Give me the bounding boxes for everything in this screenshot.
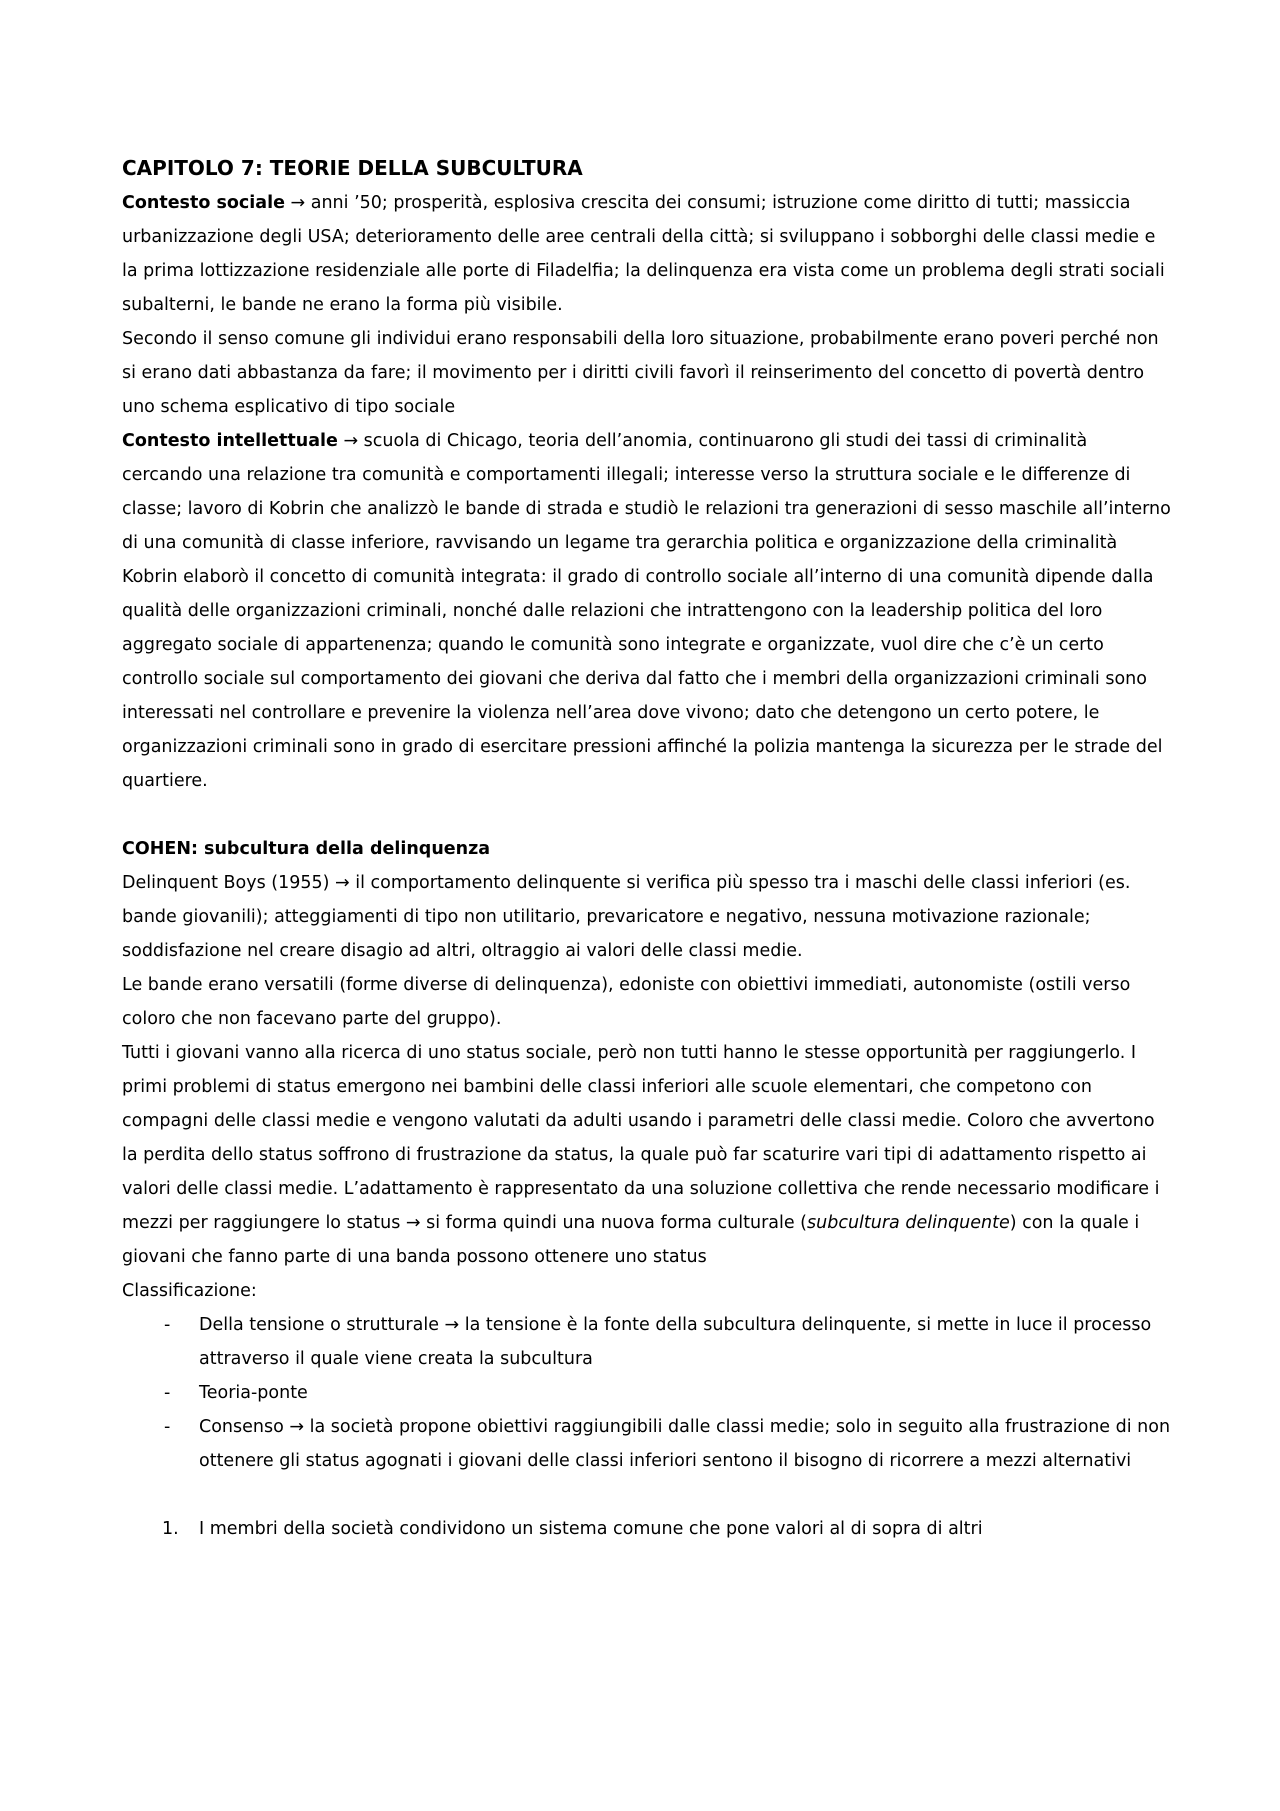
status-text-after: ) con la quale i giovani che fanno parte di una banda possono ottenere uno status <box>122 1213 1140 1267</box>
status-text-italic: subcultura delinquente <box>807 1213 1010 1233</box>
paragraph-kobrin: Kobrin elaborò il concetto di comunità integrata: il grado di controllo sociale all’interno di una comunità dipende dalla qualità delle organizzazioni criminali, nonché dalle relazioni che intrattengono con la leadership politica del loro aggregato sociale di appartenenza; quando le comunità sono integrate e organizzate, vuol dire che c’è un certo controllo sociale sul comportamento dei giovani che deriva dal fatto che i membri della organizzazioni criminali sono interessati nel controllare e prevenire la violenza nell’area dove vivono; dato che detengono un certo potere, le organizzazioni criminali sono in grado di esercitare pressioni affinché la polizia mantenga la sicurezza per le strade del quartiere. <box>122 567 1163 791</box>
status-text-before: Tutti i giovani vanno alla ricerca di uno status sociale, però non tutti hanno le stesse opportunità per raggiungerlo. I primi problemi di status emergono nei bambini delle classi inferiori alle scuole elementari, che competono con compagni delle classi medie e vengono valutati da adulti usando i parametri delle classi medie. Coloro che avvertono la perdita dello status soffrono di frustrazione da status, la quale può far scaturire vari tipi di adattamento rispetto ai valori delle classi medie. L’adattamento è rappresentato da una soluzione collettiva che rende necessario modificare i mezzi per raggiungere lo status → si forma quindi una nuova forma culturale ( <box>122 1043 1160 1233</box>
number-marker: 1. <box>162 1519 179 1539</box>
dash-marker: - <box>164 1383 171 1403</box>
list-item <box>122 1308 1172 1376</box>
paragraph-social-context <box>122 186 1172 322</box>
list-item <box>122 1512 1172 1546</box>
paragraph-status <box>122 1036 1172 1274</box>
dash-marker: - <box>164 1315 171 1335</box>
list-item-text: Teoria-ponte <box>199 1383 308 1403</box>
spacer <box>122 1478 1172 1512</box>
document-page <box>122 150 1172 1546</box>
paragraph-gangs: Le bande erano versatili (forme diverse di delinquenza), edoniste con obiettivi immediati, autonomiste (ostili verso coloro che non facevano parte del gruppo). <box>122 975 1131 1029</box>
paragraph-delinquent-boys: Delinquent Boys (1955) → il comportamento delinquente si verifica più spesso tra i maschi delle classi inferiori (es. bande giovanili); atteggiamenti di tipo non utilitario, prevaricatore e negativo, nessuna motivazione razionale; soddisfazione nel creare disagio ad altri, oltraggio ai valori delle classi medie. <box>122 873 1131 961</box>
list-item <box>122 1410 1172 1478</box>
social-context-lead: Contesto sociale <box>122 193 285 213</box>
list-item-text: Della tensione o strutturale → la tensione è la fonte della subcultura delinquente, si mette in luce il processo attraverso il quale viene creata la subcultura <box>199 1315 1152 1369</box>
classification-label: Classificazione: <box>122 1281 257 1301</box>
dash-marker: - <box>164 1417 171 1437</box>
paragraph-common-sense: Secondo il senso comune gli individui erano responsabili della loro situazione, probabilmente erano poveri perché non si erano dati abbastanza da fare; il movimento per i diritti civili favorì il reinserimento del concetto di povertà dentro uno schema esplicativo di tipo sociale <box>122 329 1159 417</box>
intellectual-context-text: → scuola di Chicago, teoria dell’anomia, continuarono gli studi dei tassi di criminalità cercando una relazione tra comunità e comportamenti illegali; interesse verso la struttura sociale e le differenze di classe; lavoro di Kobrin che analizzò le bande di strada e studiò le relazioni tra generazioni di sesso maschile all’interno di una comunità di classe inferiore, ravvisando un legame tra gerarchia politica e organizzazione della criminalità <box>122 431 1171 553</box>
list-item-text: I membri della società condividono un sistema comune che pone valori al di sopra di altri <box>199 1519 983 1539</box>
spacer <box>122 798 1172 832</box>
social-context-text: → anni ’50; prosperità, esplosiva crescita dei consumi; istruzione come diritto di tutti; massiccia urbanizzazione degli USA; deterioramento delle aree centrali della città; si sviluppano i sobborghi delle classi medie e la prima lottizzazione residenziale alle porte di Filadelfia; la delinquenza era vista come un problema degli strati sociali subalterni, le bande ne erano la forma più visibile. <box>122 193 1165 315</box>
list-item-text: Consenso → la società propone obiettivi raggiungibili dalle classi medie; solo in seguito alla frustrazione di non ottenere gli status agognati i giovani delle classi inferiori sentono il bisogno di ricorrere a mezzi alternativi <box>199 1417 1171 1471</box>
paragraph-intellectual-context <box>122 424 1172 560</box>
intellectual-context-lead: Contesto intellettuale <box>122 431 338 451</box>
numbered-list <box>122 1512 1172 1546</box>
section-title-cohen: COHEN: subcultura della delinquenza <box>122 839 491 859</box>
classification-list <box>122 1308 1172 1478</box>
list-item <box>122 1376 1172 1410</box>
chapter-title: CAPITOLO 7: TEORIE DELLA SUBCULTURA <box>122 156 583 180</box>
